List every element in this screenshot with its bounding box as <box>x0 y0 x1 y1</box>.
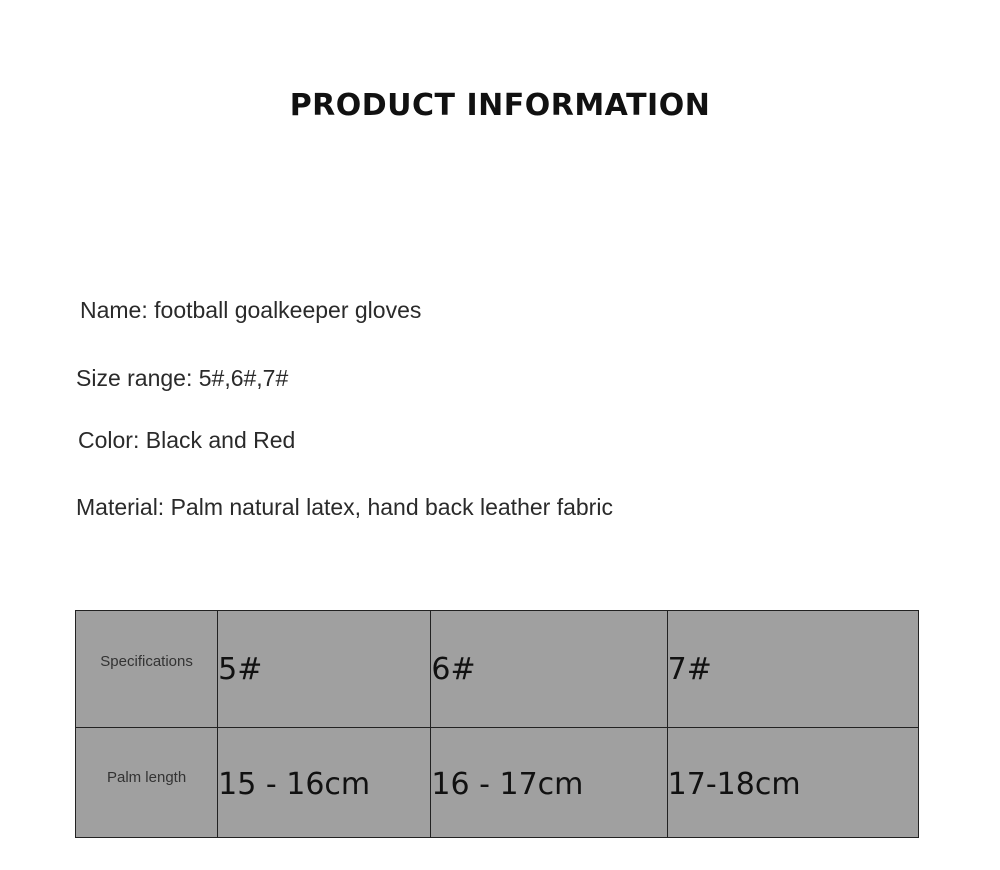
palm-length-size-6: 16 - 17cm <box>431 728 667 838</box>
palm-length-size-5: 15 - 16cm <box>218 728 431 838</box>
product-material: Material: Palm natural latex, hand back leather fabric <box>76 494 613 520</box>
page-title: PRODUCT INFORMATION <box>289 88 711 123</box>
size-range: Size range: 5#,6#,7# <box>76 365 289 391</box>
size-6-cell: 6# <box>431 611 667 728</box>
size-7-cell: 7# <box>667 611 918 728</box>
specifications-label: Specifications <box>76 611 218 728</box>
size-spec-table <box>75 610 919 838</box>
table-row-sizes <box>76 611 919 728</box>
size-5-cell: 5# <box>218 611 431 728</box>
palm-length-size-7: 17-18cm <box>667 728 918 838</box>
palm-length-label: Palm length <box>76 728 218 838</box>
product-color: Color: Black and Red <box>78 427 296 453</box>
product-name: Name: football goalkeeper gloves <box>80 297 422 323</box>
table-row-palm-length <box>76 728 919 838</box>
